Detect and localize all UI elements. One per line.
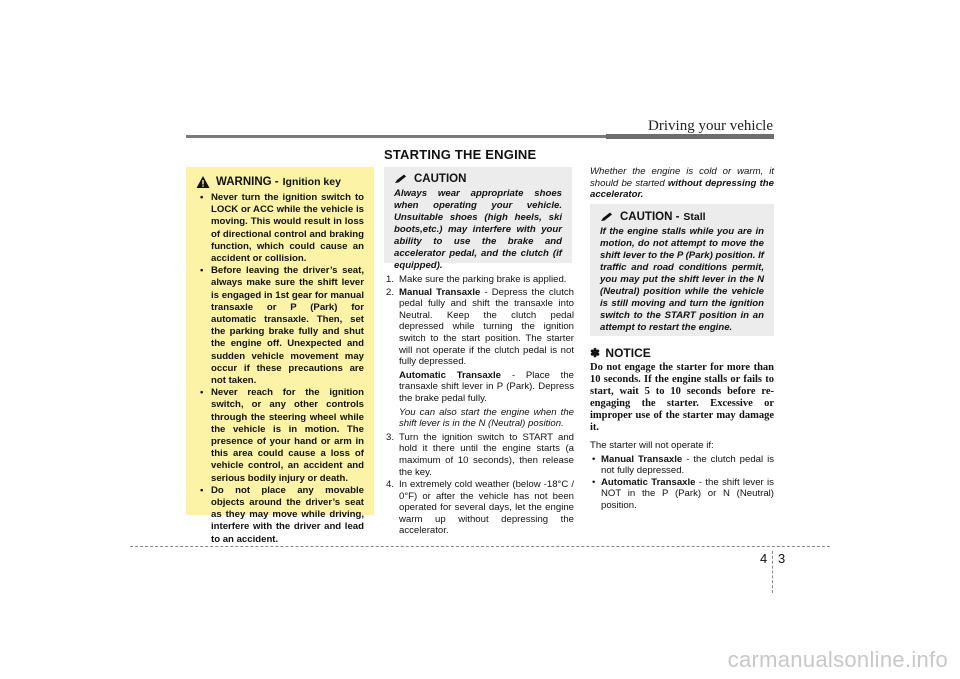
step-2 — [386, 287, 574, 430]
step-text: - Depress the clutch pedal fully and shift the transaxle into Neutral. Keep the clutch pedal depressed while turning the ignition switch to the start position. The starter will not operate if the clutch pedal is not fully depressed. — [399, 286, 574, 368]
step-number: 2. — [386, 286, 395, 298]
condition-text: - the shift lever is NOT in the P (Park) or N (Neutral) position. — [601, 476, 774, 511]
starter-conditions-intro: The starter will not operate if: — [590, 440, 714, 451]
step-4 — [386, 479, 574, 537]
notice-label: NOTICE — [605, 346, 651, 360]
step-1 — [386, 274, 574, 286]
caution-box — [384, 167, 572, 271]
automatic-transaxle-label: Automatic Transaxle — [399, 369, 501, 381]
start-intro — [590, 166, 774, 201]
automatic-transaxle-label: Automatic Transaxle — [601, 476, 696, 488]
page-number-divider — [772, 551, 773, 593]
caution-stall-text: If the engine stalls while you are in motion, do not attempt to move the shift lever to the P (Park) position. If traffic and road conditions permit, you may put the shift lever in the N (Neutral) position while the vehicle is still moving and turn the ignition switch to the START position in an attempt to restart the engine. — [600, 226, 764, 333]
pencil-icon — [394, 174, 408, 184]
notice-text: Do not engage the starter for more than 10 seconds. If the engine stalls or fails to start, wait 5 to 10 seconds before re-engaging the starter. Excessive or improper use of the starter may damage it. — [590, 362, 774, 433]
manual-transaxle-label: Manual Transaxle — [601, 453, 683, 465]
footer-rule — [130, 546, 830, 547]
watermark: carmanualsonline.info — [727, 647, 948, 672]
manual-transaxle-label: Manual Transaxle — [399, 286, 481, 298]
step-2-automatic — [399, 370, 574, 405]
step-text: Turn the ignition switch to START and hold it there until the engine starts (a maximum of 10 seconds), then release the key. — [399, 431, 574, 478]
caution-header — [394, 173, 562, 185]
notice-section — [590, 346, 774, 434]
start-intro-emphasis: without depressing the accelerator. — [590, 177, 774, 201]
caution-text: Always wear appropriate shoes when operating your vehicle. Unsuitable shoes (high heels, ski boots,etc.) may interfere with your ability to use the brake and accelerator pedal, and the clutch (if equipped). — [394, 188, 562, 271]
caution-stall-label: CAUTION - — [620, 211, 680, 223]
warning-label: WARNING - — [216, 176, 279, 188]
caution-label: CAUTION — [414, 173, 467, 185]
page-chapter: 4 — [760, 551, 768, 566]
warning-box — [186, 167, 374, 545]
section-title: STARTING THE ENGINE — [384, 147, 537, 162]
step-text: In extremely cold weather (below -18°C / 0°F) or after the vehicle has not been operated for several days, let the engine warm up without depressing the accelerator. — [399, 479, 574, 537]
page-number: 3 — [778, 551, 786, 566]
warning-item: • Do not place any movable objects around the driver’s seat as they may move while driving, interfere with the driver and lead to an accident. — [196, 485, 364, 546]
caution-stall-header — [600, 211, 764, 223]
header-rule — [186, 135, 774, 138]
step-number: 3. — [386, 431, 395, 443]
list-item — [590, 477, 774, 512]
warning-list — [196, 192, 364, 546]
steps-list — [386, 274, 574, 538]
warning-triangle-icon — [196, 175, 210, 189]
header-title: Driving your vehicle — [648, 118, 773, 134]
warning-item: • Before leaving the driver’s seat, always make sure the shift lever is engaged in 1st gear for manual transaxle or P (Park) for automatic transaxle. Then, set the parking brake fully and shut the engine off. Unexpected and sudden vehicle movement may occur if these precautions are not taken. — [196, 265, 364, 387]
step-number: 4. — [386, 479, 395, 491]
notice-header — [590, 346, 774, 360]
step-text: Make sure the parking brake is applied. — [399, 274, 567, 285]
starter-conditions-list — [590, 454, 774, 512]
pencil-icon — [600, 212, 614, 222]
step-number: 1. — [386, 274, 395, 285]
starter-conditions — [590, 440, 774, 512]
condition-text: - the clutch pedal is not fully depressed. — [601, 453, 774, 477]
step-2-note: You can also start the engine when the shift lever is in the N (Neutral) position. — [399, 406, 574, 430]
caution-stall-box — [590, 204, 774, 336]
warning-sublabel: Ignition key — [282, 176, 341, 188]
step-text: - Place the transaxle shift lever in P (Park). Depress the brake pedal fully. — [399, 369, 574, 404]
warning-header — [196, 175, 364, 189]
notice-star-icon: ✽ — [590, 346, 601, 360]
step-3 — [386, 432, 574, 478]
list-item — [590, 454, 774, 477]
caution-stall-sublabel: Stall — [683, 211, 706, 223]
start-intro-text: Whether the engine is cold or warm, it should be started — [590, 166, 774, 189]
warning-item: • Never reach for the ignition switch, or any other controls through the steering wheel while the vehicle is in motion. The presence of your hand or arm in this area could cause a loss of vehicle control, an accident and serious bodily injury or death. — [196, 387, 364, 485]
warning-item: • Never turn the ignition switch to LOCK or ACC while the vehicle is moving. This would result in loss of directional control and braking function, which could cause an accident or collision. — [196, 192, 364, 265]
